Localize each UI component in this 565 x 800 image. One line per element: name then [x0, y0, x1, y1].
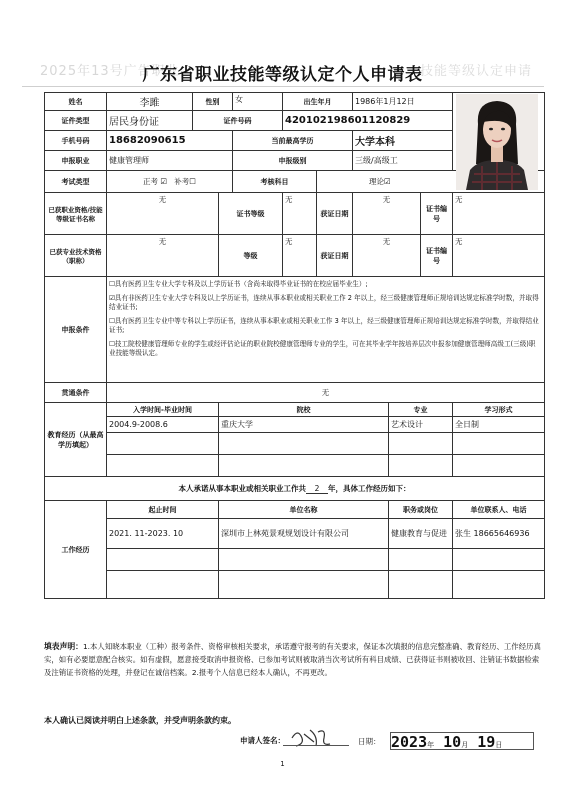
faded-header-text-left: 2025年13号广告职业	[40, 64, 180, 79]
promise-years[interactable]: 2	[306, 484, 328, 494]
month-unit: 月	[461, 741, 469, 749]
work-col-contact: 单位联系人、电话	[453, 501, 545, 519]
day-unit: 日	[495, 741, 503, 749]
promise-prefix: 本人承诺从事本职业或相关职业工作共	[178, 484, 306, 493]
cert1-name[interactable]: 无	[107, 193, 219, 235]
cert2-name[interactable]: 无	[107, 235, 219, 277]
through-label: 贯通条件	[45, 383, 107, 403]
level-label: 申报级别	[233, 151, 353, 171]
work-col-position: 职务或岗位	[389, 501, 453, 519]
edu-empty-cell[interactable]	[219, 433, 389, 455]
work-row-time[interactable]: 2021. 11-2023. 10	[107, 519, 219, 549]
promise-suffix: 年，具体工作经历如下：	[328, 484, 411, 493]
cert2-no-label: 证书编号	[421, 235, 453, 277]
work-empty-cell[interactable]	[389, 571, 453, 599]
theory-label: 理论	[369, 177, 384, 186]
idtype-label: 证件类型	[45, 111, 107, 131]
cert1-grade-label: 证书等级	[219, 193, 283, 235]
education-label: 教育经历（从最高学历填起）	[45, 403, 107, 477]
work-col-time: 起止时间	[107, 501, 219, 519]
work-empty-cell[interactable]	[389, 549, 453, 571]
cert1-no[interactable]: 无	[453, 193, 545, 235]
edu-empty-cell[interactable]	[389, 455, 453, 477]
cert2-date-label: 获证日期	[317, 235, 353, 277]
confirmation-statement: 本人确认已阅读并明白上述条款，并受声明条款约束。	[44, 716, 236, 725]
declaration-text	[44, 640, 544, 680]
edu-row-form[interactable]: 全日制	[453, 417, 545, 433]
year-unit: 年	[427, 741, 435, 749]
page-number: 1	[280, 760, 285, 768]
job-value[interactable]: 健康管理师	[107, 151, 233, 171]
edu-empty-cell[interactable]	[453, 455, 545, 477]
form-title: 广东省职业技能等级认定个人申请表	[142, 65, 423, 85]
birth-label: 出生年月	[283, 93, 353, 111]
name-value[interactable]: 李雎	[107, 93, 193, 111]
work-row-unit[interactable]: 深圳市上林苑景观规划设计有限公司	[219, 519, 389, 549]
work-promise	[45, 477, 545, 501]
birth-value[interactable]: 1986年1月12日	[353, 93, 453, 111]
idtype-value[interactable]: 居民身份证	[107, 111, 193, 131]
idno-label: 证件号码	[193, 111, 283, 131]
work-empty-cell[interactable]	[107, 571, 219, 599]
date-year[interactable]: 2023	[391, 733, 428, 751]
conditions-label: 申报条件	[45, 277, 107, 383]
work-empty-cell[interactable]	[219, 549, 389, 571]
conditions-list	[107, 277, 545, 383]
job-label: 申报职业	[45, 151, 107, 171]
makeup-exam-label: 补考	[174, 177, 190, 186]
edu-row-school[interactable]: 重庆大学	[219, 417, 389, 433]
cert2-label: 已获专业技术资格（职称）	[45, 235, 107, 277]
work-empty-cell[interactable]	[219, 571, 389, 599]
condition-option[interactable]: ☐具有医药卫生专业中等专科以上学历证书，连续从事本职业或相关职业工作 3 年以上，经三级健康管理师正规培训达规定标准学时数，并取得结业证书;	[109, 316, 539, 335]
date-field[interactable]	[390, 732, 534, 750]
idno-value[interactable]: 420102198601120829	[283, 111, 453, 131]
applicant-photo	[456, 94, 538, 190]
cert1-grade[interactable]: 无	[283, 193, 317, 235]
work-label: 工作经历	[45, 501, 107, 599]
exam-type-label: 考试类型	[45, 171, 107, 193]
cert2-grade[interactable]: 无	[283, 235, 317, 277]
edu-row-time[interactable]: 2004.9-2008.6	[107, 417, 219, 433]
portrait-image	[456, 94, 538, 190]
condition-option[interactable]: ☑具有非医药卫生专业大学专科及以上学历证书，连续从事本职业或相关职业工作 2 年以上，经三级健康管理师正规培训达规定标准学时数，并取得结业证书;	[109, 293, 539, 312]
edu-empty-cell[interactable]	[219, 455, 389, 477]
edu-value[interactable]: 大学本科	[353, 131, 453, 151]
signature-line	[283, 745, 349, 746]
edu-empty-cell[interactable]	[389, 433, 453, 455]
edu-col-time: 入学时间-毕业时间	[107, 403, 219, 417]
cert2-grade-label: 等级	[219, 235, 283, 277]
edu-col-major: 专业	[389, 403, 453, 417]
name-label: 姓名	[45, 93, 107, 111]
gender-value[interactable]: 女	[233, 93, 283, 111]
work-empty-cell[interactable]	[453, 571, 545, 599]
date-month[interactable]: 10	[443, 733, 462, 751]
date-day[interactable]: 19	[477, 733, 496, 751]
condition-option[interactable]: ☐具有医药卫生专业大学专科及以上学历证书（含尚未取得毕业证书的在校应届毕业生）;	[109, 280, 368, 288]
edu-empty-cell[interactable]	[107, 455, 219, 477]
faded-header-text-right: 技能等级认定申请	[420, 64, 533, 79]
phone-label: 手机号码	[45, 131, 107, 151]
work-empty-cell[interactable]	[453, 549, 545, 571]
work-col-unit: 单位名称	[219, 501, 389, 519]
gender-label: 性别	[193, 93, 233, 111]
subject-label: 考核科目	[233, 171, 317, 193]
declaration-body: 1.本人知晓本职业（工种）报考条件、资格审核相关要求，承诺遵守报考的有关要求，保证本次填报的信息完整准确、教育经历、工作经历真实，如有必要愿意配合核实。如有虚假，愿意接受取消申报资格、已参加考试则被取消当次考试所有科目成绩、已获得证书则被收回、注销证书数据检索及注销证书资格的处理，并登记在诚信档案。2.报考个人信息已经本人确认，不再更改。	[44, 642, 541, 677]
cert2-no[interactable]: 无	[453, 235, 545, 277]
edu-empty-cell[interactable]	[453, 433, 545, 455]
header-divider	[22, 86, 544, 87]
normal-exam-label: 正考	[142, 177, 158, 186]
cert2-date[interactable]: 无	[353, 235, 421, 277]
cert1-date-label: 获证日期	[317, 193, 353, 235]
edu-label: 当前最高学历	[233, 131, 353, 151]
declaration-heading: 填表声明：	[44, 642, 83, 651]
condition-option[interactable]: ☐技工院校健康管理师专业的学生或经评估论证的职业院校健康管理师专业的学生，可在其毕业学年按培养层次申报参加健康管理师高级工(三级)职业技能等级认定。	[109, 339, 536, 358]
through-value[interactable]: 无	[107, 383, 545, 403]
level-value[interactable]: 三级/高级工	[353, 151, 453, 171]
normal-exam-checkbox[interactable]: ☑	[160, 177, 168, 186]
edu-col-form: 学习形式	[453, 403, 545, 417]
signature-label: 申请人签名：	[240, 736, 285, 745]
cert1-no-label: 证书编号	[421, 193, 453, 235]
cert1-label: 已获职业资格/技能等级证书名称	[45, 193, 107, 235]
makeup-exam-checkbox[interactable]: ☐	[189, 177, 196, 186]
date-label: 日期：	[358, 737, 381, 746]
phone-value[interactable]: 18682090615	[107, 131, 233, 151]
work-row-position[interactable]: 健康教育与促进	[389, 519, 453, 549]
edu-empty-cell[interactable]	[107, 433, 219, 455]
edu-row-major[interactable]: 艺术设计	[389, 417, 453, 433]
edu-col-school: 院校	[219, 403, 389, 417]
work-row-contact[interactable]: 张生 18665646936	[453, 519, 545, 549]
work-empty-cell[interactable]	[107, 549, 219, 571]
exam-type-options	[107, 171, 233, 193]
handwritten-signature	[288, 724, 336, 750]
theory-checkbox[interactable]: ☑	[384, 177, 391, 186]
cert1-date[interactable]: 无	[353, 193, 421, 235]
